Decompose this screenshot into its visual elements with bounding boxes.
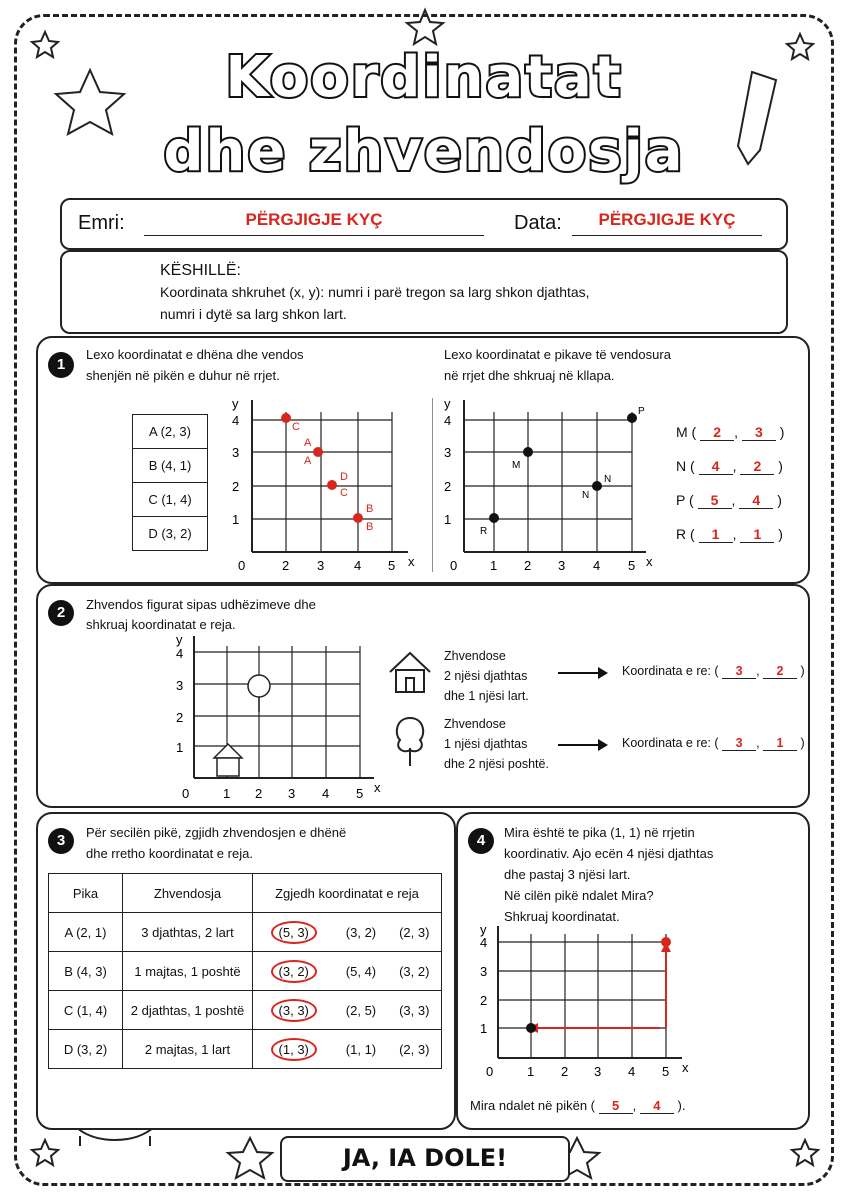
mira-answer[interactable]: Mira ndalet në pikën ( 5 , 4 ). xyxy=(470,1098,686,1113)
point-label: M xyxy=(512,460,521,471)
point-label: N xyxy=(582,490,590,501)
exercise-4-line-3: dhe pastaj 3 njësi lart. xyxy=(504,867,631,882)
new-coordinate-1[interactable]: Koordinata e re: ( 3 , 2 ) xyxy=(622,664,805,678)
x-tick: 5 xyxy=(628,558,636,573)
option[interactable]: (1, 1) xyxy=(334,1030,387,1069)
y-tick: 2 xyxy=(444,479,452,494)
point-label: C xyxy=(340,487,348,499)
exercise-1-instruction-left-1: Lexo koordinatat e dhëna dhe vendos xyxy=(86,347,304,362)
y-tick: 2 xyxy=(232,479,240,494)
point-p-dot xyxy=(627,413,637,423)
table-row: A (2, 1) 3 djathtas, 2 lart (5, 3) (3, 2) (2, 3) xyxy=(49,913,442,952)
y-tick: 4 xyxy=(176,646,184,661)
point-label: A xyxy=(304,437,312,449)
answer-n[interactable]: N ( 4 , 2 ) xyxy=(676,458,783,474)
table-row: B (4, 3) 1 majtas, 1 poshtë (3, 2) (5, 4) (3, 2) xyxy=(49,952,442,991)
x-tick: 1 xyxy=(223,786,231,801)
x-tick: 3 xyxy=(288,786,296,801)
tip-heading: KËSHILLË: xyxy=(160,262,241,279)
point-d-dot xyxy=(327,480,337,490)
page-title: Koordinatat xyxy=(225,45,623,110)
grid-4 xyxy=(474,924,694,1082)
answer-r[interactable]: R ( 1 , 1 ) xyxy=(676,526,783,542)
x-tick: 1 xyxy=(490,558,498,573)
y-axis-label: y xyxy=(232,396,239,411)
y-tick: 4 xyxy=(232,413,240,428)
option[interactable]: (2, 3) xyxy=(388,913,442,952)
tree-icon xyxy=(248,675,270,712)
option-circled[interactable]: (5, 3) xyxy=(271,921,317,944)
x-tick: 1 xyxy=(527,1064,535,1079)
date-label: Data: xyxy=(514,212,562,234)
footer-banner: JA, IA DOLE! xyxy=(280,1136,570,1182)
col-header-point: Pika xyxy=(49,874,123,913)
y-tick: 3 xyxy=(232,445,240,460)
exercise-4-line-5: Shkruaj koordinatat. xyxy=(504,909,620,924)
exercise-1-instruction-right-2: në rrjet dhe shkruaj në kllapa. xyxy=(444,368,615,383)
x-tick: 2 xyxy=(282,558,290,573)
exercise-2-instruction-2: shkruaj koordinatat e reja. xyxy=(86,617,236,632)
exercise-3-number: 3 xyxy=(48,828,74,854)
exercise-1-number: 1 xyxy=(48,352,74,378)
x-tick: 4 xyxy=(593,558,601,573)
tip-line-2: numri i dytë sa larg shkon lart. xyxy=(160,306,347,322)
option-circled[interactable]: (3, 3) xyxy=(271,999,317,1022)
point-label: N xyxy=(604,474,612,485)
tip-line-1: Koordinata shkruhet (x, y): numri i parë tregon sa larg shkon djathtas, xyxy=(160,284,590,300)
move-1-line-2: 2 njësi djathtas xyxy=(444,669,528,683)
x-axis-label: x xyxy=(682,1060,689,1075)
y-tick: 1 xyxy=(176,740,184,755)
exercise-4-line-1: Mira është te pika (1, 1) në rrjetin xyxy=(504,825,695,840)
star-icon xyxy=(407,10,443,44)
answer-p[interactable]: P ( 5 , 4 ) xyxy=(676,492,782,508)
point-label: A xyxy=(304,455,312,467)
point-label: B xyxy=(366,503,374,515)
point-r-dot xyxy=(489,513,499,523)
x-axis-label: x xyxy=(646,554,653,569)
x-tick: 2 xyxy=(255,786,263,801)
y-tick: 2 xyxy=(480,993,488,1008)
x-tick: 3 xyxy=(558,558,566,573)
col-header-move: Zhvendosja xyxy=(123,874,253,913)
exercise-1-instruction-right-1: Lexo koordinatat e pikave të vendosura xyxy=(444,347,671,362)
point-m-dot xyxy=(523,447,533,457)
grid-3 xyxy=(168,632,388,804)
answer-m[interactable]: M ( 2 , 3 ) xyxy=(676,424,785,440)
move-1-line-1: Zhvendose xyxy=(444,649,506,663)
point-label: P xyxy=(638,406,645,417)
exercise-2-instruction-1: Zhvendos figurat sipas udhëzimeve dhe xyxy=(86,597,316,612)
col-header-choose: Zgjedh koordinatat e reja xyxy=(253,874,442,913)
star-icon xyxy=(32,1140,58,1165)
exercise-4-line-4: Në cilën pikë ndalet Mira? xyxy=(504,888,654,903)
name-field[interactable]: PËRGJIGJE KYÇ xyxy=(144,210,484,236)
y-axis-label: y xyxy=(480,924,487,937)
exercise-2-number: 2 xyxy=(48,600,74,626)
option-circled[interactable]: (3, 2) xyxy=(271,960,317,983)
point-b-dot xyxy=(353,513,363,523)
x-tick: 2 xyxy=(561,1064,569,1079)
y-tick: 1 xyxy=(444,512,452,527)
house-icon xyxy=(388,650,432,696)
x-tick: 4 xyxy=(322,786,330,801)
y-tick: 1 xyxy=(480,1021,488,1036)
x-tick: 0 xyxy=(486,1064,494,1079)
points-table xyxy=(132,414,208,551)
point-c-dot xyxy=(281,413,291,423)
exercise-1-instruction-left-2: shenjën në pikën e duhur në rrjet. xyxy=(86,368,280,383)
x-tick: 3 xyxy=(317,558,325,573)
move-2-line-1: Zhvendose xyxy=(444,717,506,731)
x-tick: 4 xyxy=(354,558,362,573)
point-label: R xyxy=(480,526,488,537)
moves-table xyxy=(48,873,442,1069)
grid-1 xyxy=(220,390,420,580)
point-label: B xyxy=(366,521,374,533)
point-d: D (3, 2) xyxy=(133,517,208,551)
grid-2 xyxy=(432,390,662,580)
exercise-4-number: 4 xyxy=(468,828,494,854)
move-2-line-2: 1 njësi djathtas xyxy=(444,737,528,751)
exercise-3-instruction-1: Për secilën pikë, zgjidh zhvendosjen e dhënë xyxy=(86,825,347,840)
date-field[interactable]: PËRGJIGJE KYÇ xyxy=(572,210,762,236)
star-icon xyxy=(228,1138,272,1178)
point-label: C xyxy=(292,421,300,433)
page-subtitle: dhe zhvendosja xyxy=(163,119,685,184)
option[interactable]: (3, 2) xyxy=(334,913,387,952)
option[interactable]: (3, 2) xyxy=(388,952,442,991)
x-tick: 5 xyxy=(356,786,364,801)
y-tick: 1 xyxy=(232,512,240,527)
table-row: D (3, 2) 2 majtas, 1 lart (1, 3) (1, 1) (2, 3) xyxy=(49,1030,442,1069)
move-2-line-3: dhe 2 njësi poshtë. xyxy=(444,757,549,771)
name-label: Emri: xyxy=(78,212,125,234)
x-tick: 4 xyxy=(628,1064,636,1079)
end-dot xyxy=(661,937,671,947)
start-dot xyxy=(526,1023,536,1033)
y-tick: 3 xyxy=(444,445,452,460)
y-tick: 4 xyxy=(444,413,452,428)
point-label: D xyxy=(340,471,348,483)
point-b: B (4, 1) xyxy=(133,449,208,483)
star-icon xyxy=(792,1140,818,1165)
tree-icon xyxy=(392,714,428,768)
x-axis-label: x xyxy=(408,554,415,569)
new-coordinate-2[interactable]: Koordinata e re: ( 3 , 1 ) xyxy=(622,736,805,750)
arrow-right-icon xyxy=(558,738,610,752)
x-axis-label: x xyxy=(374,780,381,795)
y-tick: 2 xyxy=(176,710,184,725)
x-tick: 3 xyxy=(594,1064,602,1079)
option[interactable]: (2, 5) xyxy=(334,991,387,1030)
x-tick: 5 xyxy=(388,558,396,573)
arrow-right-icon xyxy=(558,666,610,680)
x-tick: 0 xyxy=(238,558,246,573)
x-tick: 2 xyxy=(524,558,532,573)
option-circled[interactable]: (1, 3) xyxy=(271,1038,317,1061)
x-tick: 0 xyxy=(182,786,190,801)
option[interactable]: (5, 4) xyxy=(334,952,387,991)
y-tick: 4 xyxy=(480,935,488,950)
move-1-line-3: dhe 1 njësi lart. xyxy=(444,689,529,703)
y-tick: 3 xyxy=(176,678,184,693)
y-axis-label: y xyxy=(444,396,451,411)
point-a-dot xyxy=(313,447,323,457)
point-c: C (1, 4) xyxy=(133,483,208,517)
option[interactable]: (2, 3) xyxy=(388,1030,442,1069)
exercise-4-line-2: koordinativ. Ajo ecën 4 njësi djathtas xyxy=(504,846,714,861)
table-row: C (1, 4) 2 djathtas, 1 poshtë (3, 3) (2, 5) (3, 3) xyxy=(49,991,442,1030)
point-n-dot xyxy=(592,481,602,491)
y-tick: 3 xyxy=(480,964,488,979)
point-a: A (2, 3) xyxy=(133,415,208,449)
x-tick: 5 xyxy=(662,1064,670,1079)
y-axis-label: y xyxy=(176,632,183,647)
option[interactable]: (3, 3) xyxy=(388,991,442,1030)
x-tick: 0 xyxy=(450,558,458,573)
house-icon xyxy=(214,744,242,776)
exercise-3-instruction-2: dhe rretho koordinatat e reja. xyxy=(86,846,253,861)
